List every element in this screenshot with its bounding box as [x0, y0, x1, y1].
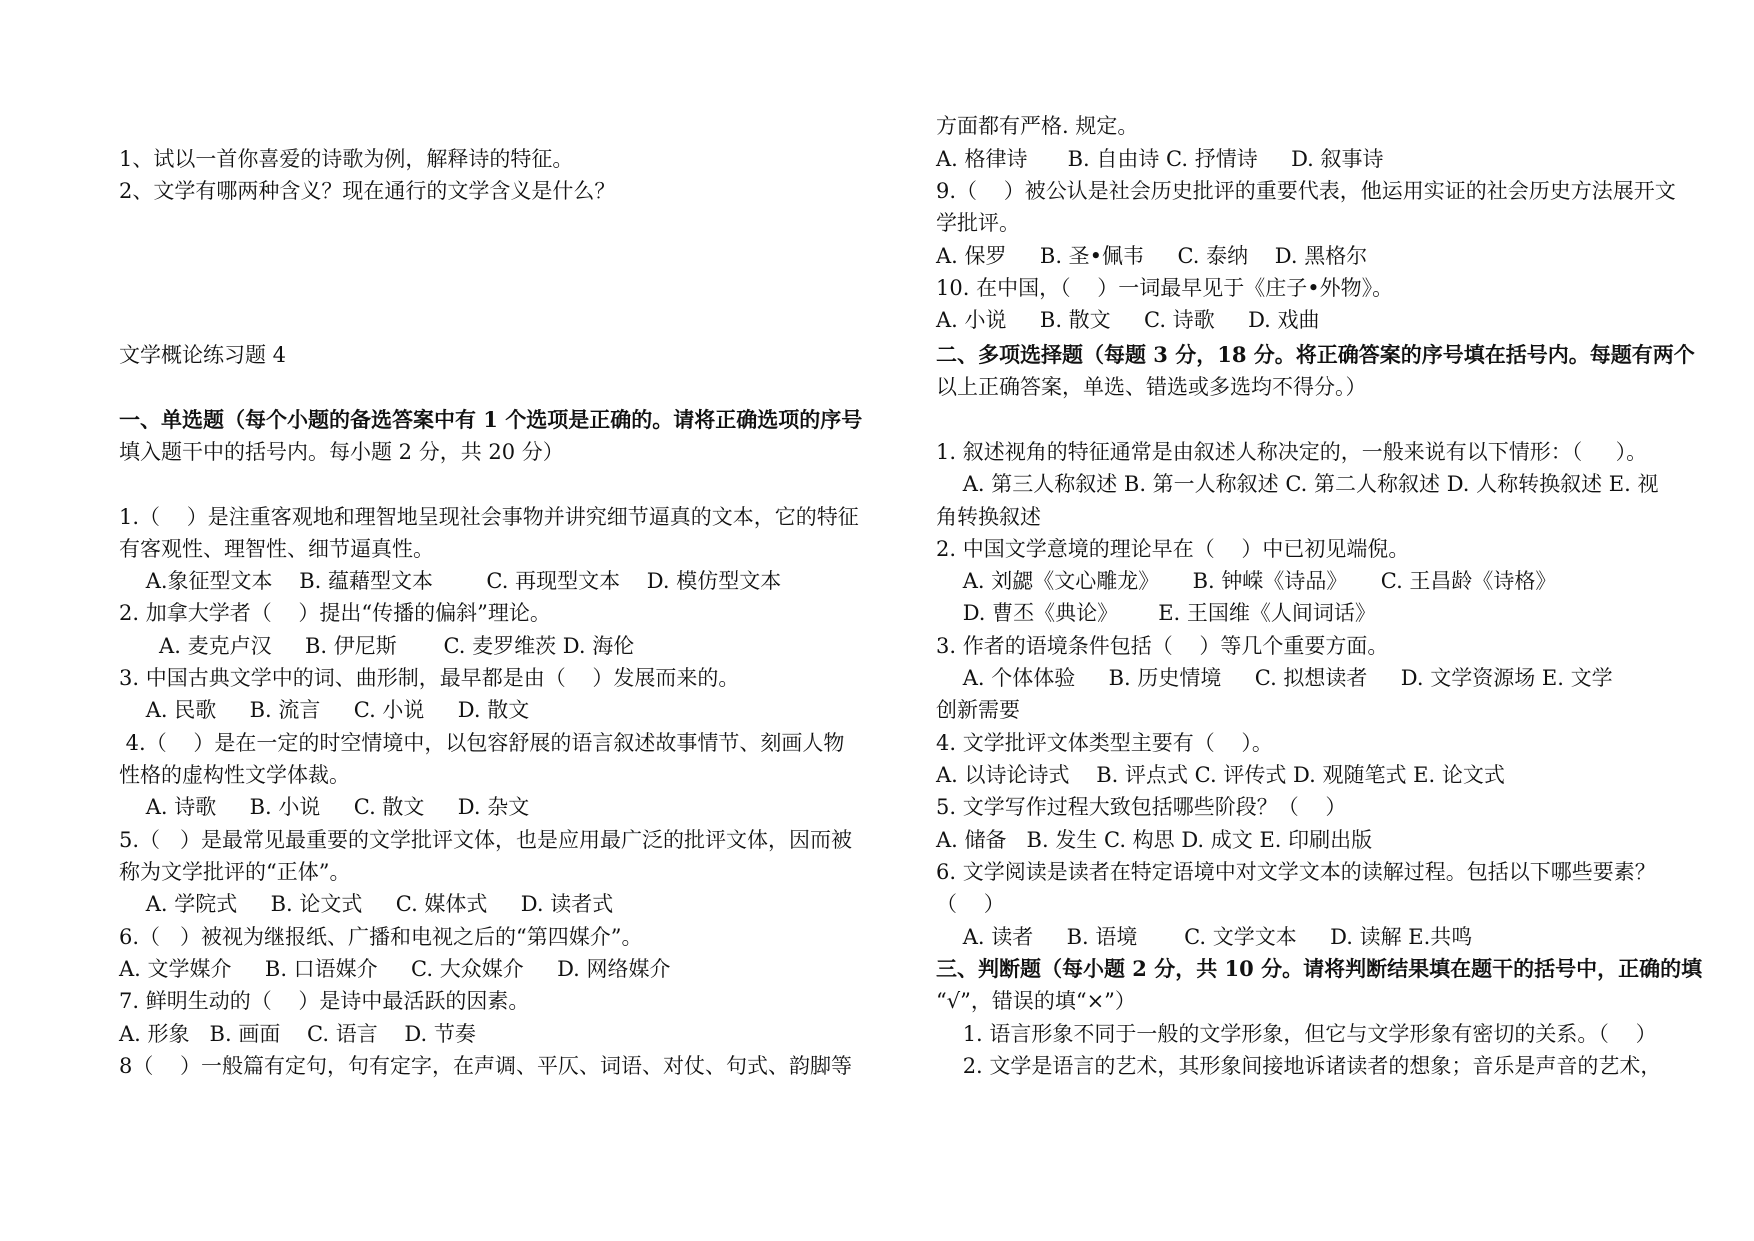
mc-q1-stem: 1. 叙述视角的特征通常是由叙述人称决定的，一般来说有以下情形：（ ）。 — [936, 440, 1648, 464]
mc-q3-options: A. 个体体验 B. 历史情境 C. 拟想读者 D. 文学资源场 E. 文学 — [936, 666, 1613, 690]
mc-q2-options-continued: D. 曹丕《典论》 E. 王国维《人间词话》 — [936, 601, 1376, 625]
q8-stem-continued: 方面都有严格. 规定。 — [936, 114, 1139, 138]
q5-stem: 5.（ ）是最常见最重要的文学批评文体，也是应用最广泛的批评文体，因而被 — [119, 828, 853, 852]
mc-q4-stem: 4. 文学批评文体类型主要有（ ）。 — [936, 731, 1273, 755]
section-multiple-choice-heading: 二、多项选择题（每题 3 分，18 分。将正确答案的序号填在括号内。每题有两个 — [936, 342, 1695, 367]
section-true-false-heading: 三、判断题（每小题 2 分，共 10 分。请将判断结果填在题干的括号中，正确的填 — [936, 956, 1703, 981]
q3-stem: 3. 中国古典文学中的词、曲形制，最早都是由（ ）发展而来的。 — [119, 666, 740, 690]
mc-q6-options: A. 读者 B. 语境 C. 文学文本 D. 读解 E.共鸣 — [936, 925, 1473, 949]
q4-options: A. 诗歌 B. 小说 C. 散文 D. 杂文 — [119, 795, 530, 819]
tf-q1: 1. 语言形象不同于一般的文学形象，但它与文学形象有密切的关系。（ ） — [936, 1022, 1657, 1046]
q4-stem: 4.（ ）是在一定的时空情境中，以包容舒展的语言叙述故事情节、刻画人物 — [119, 731, 845, 755]
mc-q2-stem: 2. 中国文学意境的理论早在（ ）中已初见端倪。 — [936, 537, 1410, 561]
q7-options: A. 形象 B. 画面 C. 语言 D. 节奏 — [119, 1022, 476, 1046]
q7-stem: 7. 鲜明生动的（ ）是诗中最活跃的因素。 — [119, 989, 530, 1013]
q4-stem-continued: 性格的虚构性文学体裁。 — [119, 763, 350, 787]
essay-question-2: 2、文学有哪两种含义？现在通行的文学含义是什么？ — [119, 179, 616, 203]
mc-q6-stem-continued: （ ） — [936, 892, 1005, 916]
q9-stem-continued: 学批评。 — [936, 211, 1020, 235]
exercise-title: 文学概论练习题 4 — [119, 343, 287, 367]
mc-q1-options-continued: 角转换叙述 — [936, 505, 1041, 529]
q9-stem: 9.（ ）被公认是社会历史批评的重要代表，他运用实证的社会历史方法展开文 — [936, 179, 1676, 203]
q1-stem-continued: 有客观性、理智性、细节逼真性。 — [119, 537, 434, 561]
q3-options: A. 民歌 B. 流言 C. 小说 D. 散文 — [119, 698, 530, 722]
q6-options: A. 文学媒介 B. 口语媒介 C. 大众媒介 D. 网络媒介 — [119, 957, 671, 981]
q10-options: A. 小说 B. 散文 C. 诗歌 D. 戏曲 — [936, 308, 1320, 332]
q1-stem: 1.（ ）是注重客观地和理智地呈现社会事物并讲究细节逼真的文本，它的特征 — [119, 505, 859, 529]
mc-q1-options: A. 第三人称叙述 B. 第一人称叙述 C. 第二人称叙述 D. 人称转换叙述 E. 视 — [936, 472, 1659, 496]
q10-stem: 10. 在中国，（ ）一词最早见于《庄子•外物》。 — [936, 276, 1394, 300]
q8-options: A. 格律诗 B. 自由诗 C. 抒情诗 D. 叙事诗 — [936, 147, 1384, 171]
q2-options: A. 麦克卢汉 B. 伊尼斯 C. 麦罗维茨 D. 海伦 — [119, 634, 635, 658]
q1-options: A.象征型文本 B. 蕴藉型文本 C. 再现型文本 D. 模仿型文本 — [119, 569, 782, 593]
mc-q4-options: A. 以诗论诗式 B. 评点式 C. 评传式 D. 观随笔式 E. 论文式 — [936, 763, 1505, 787]
mc-q2-options: A. 刘勰《文心雕龙》 B. 钟嵘《诗品》 C. 王昌龄《诗格》 — [936, 569, 1557, 593]
q6-stem: 6.（ ）被视为继报纸、广播和电视之后的“第四媒介”。 — [119, 925, 643, 949]
mc-q6-stem: 6. 文学阅读是读者在特定语境中对文学文本的读解过程。包括以下哪些要素？ — [936, 860, 1656, 884]
section-true-false-instructions: “√”，错误的填“×”） — [936, 989, 1136, 1013]
mc-q5-stem: 5. 文学写作过程大致包括哪些阶段？（ ） — [936, 795, 1347, 819]
section-multiple-choice-instructions: 以上正确答案，单选、错选或多选均不得分。） — [936, 375, 1367, 399]
q8-stem: 8（ ）一般篇有定句，句有定字，在声调、平仄、词语、对仗、句式、韵脚等 — [119, 1054, 853, 1078]
mc-q5-options: A. 储备 B. 发生 C. 构思 D. 成文 E. 印刷出版 — [936, 828, 1373, 852]
mc-q3-stem: 3. 作者的语境条件包括（ ）等几个重要方面。 — [936, 634, 1389, 658]
essay-question-1: 1、试以一首你喜爱的诗歌为例，解释诗的特征。 — [119, 147, 574, 171]
q2-stem: 2. 加拿大学者（ ）提出“传播的偏斜”理论。 — [119, 601, 551, 625]
q5-options: A. 学院式 B. 论文式 C. 媒体式 D. 读者式 — [119, 892, 614, 916]
section-single-choice-heading: 一、单选题（每个小题的备选答案中有 1 个选项是正确的。请将正确选项的序号 — [119, 407, 863, 432]
q9-options: A. 保罗 B. 圣•佩韦 C. 泰纳 D. 黑格尔 — [936, 244, 1368, 268]
q5-stem-continued: 称为文学批评的“正体”。 — [119, 860, 351, 884]
section-single-choice-instructions: 填入题干中的括号内。每小题 2 分，共 20 分） — [119, 440, 564, 464]
mc-q3-options-continued: 创新需要 — [936, 698, 1020, 722]
tf-q2: 2. 文学是语言的艺术，其形象间接地诉诸读者的想象；音乐是声音的艺术， — [936, 1054, 1662, 1078]
